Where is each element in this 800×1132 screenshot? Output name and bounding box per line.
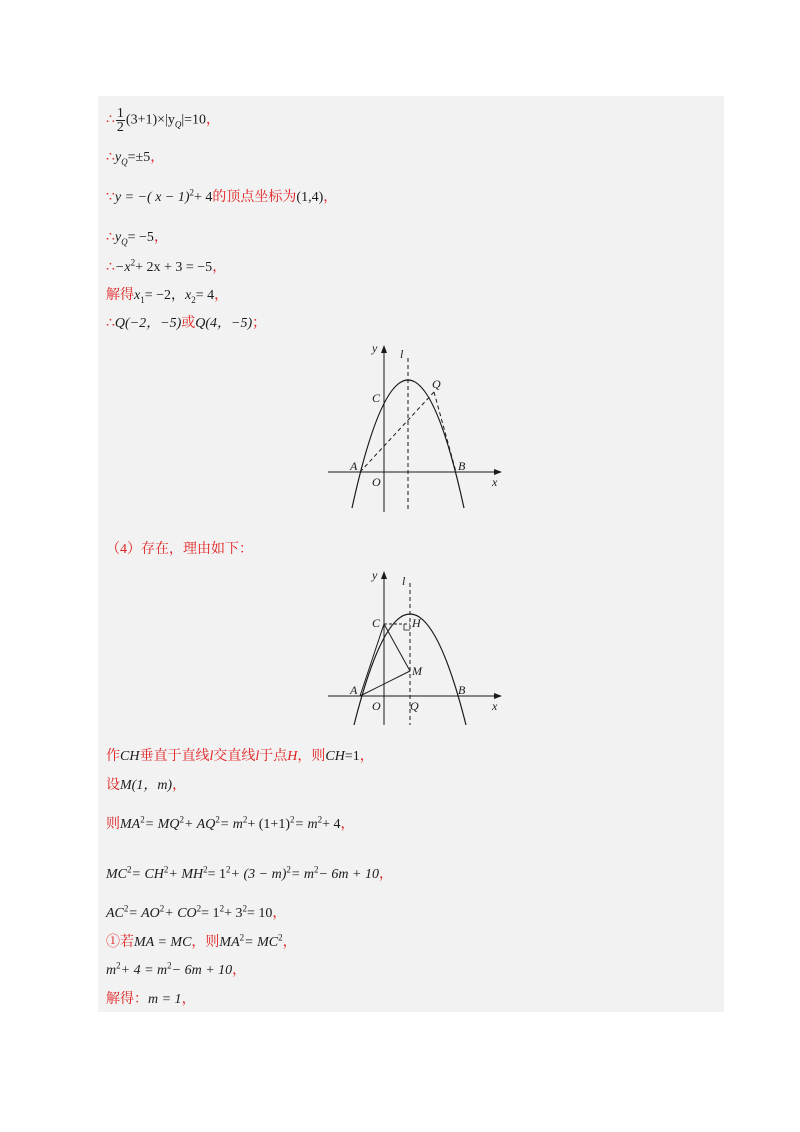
label-q: Q (410, 699, 419, 713)
label-q: Q (432, 377, 441, 391)
right-angle-mark (404, 624, 410, 630)
part-4-heading: （4）存在，理由如下： (106, 542, 253, 557)
segment-ac (360, 624, 384, 696)
label-b: B (458, 459, 466, 473)
equation-line-16: 解得：m = 1， (106, 992, 196, 1007)
label-o: O (372, 475, 381, 489)
label-c: C (372, 391, 381, 405)
y-axis-arrow (381, 345, 387, 353)
equation-line-12: $MC^2= CH^2+ MH^2= 1^2+ (3 - m)^2= m^2- 6m + 10$， (106, 864, 393, 882)
equation-line-6: 解得$x_1= -2$，$x_2= 4$， (106, 288, 229, 305)
equation-line-5: $\therefore-x^2+ 2x + 3 = -5$， (106, 257, 227, 275)
equation-line-9: 作CH垂直于直线l交直线l于点H，则CH=1， (106, 749, 374, 764)
label-x: x (492, 475, 498, 489)
label-a: A (350, 459, 358, 473)
fraction-half: $\frac{1}{2}$ (116, 106, 124, 135)
parabola-figure-2 (320, 565, 510, 735)
equation-line-4: $\therefore y_Q= -5$， (106, 230, 168, 247)
equation-line-14: ①若MA = MC，则$MA^2= MC^2$， (106, 932, 297, 950)
label-b: B (458, 683, 466, 697)
equation-line-7: ∴Q(−2，−5)或Q(4，−5)； (106, 316, 267, 331)
label-c: C (372, 616, 381, 630)
label-y: y (372, 568, 378, 582)
parabola-figure-1 (320, 340, 510, 520)
segment-qb-dashed (434, 392, 456, 472)
equation-line-10: 设M(1，m)， (106, 778, 187, 793)
label-x: x (492, 699, 498, 713)
segment-cm (384, 624, 410, 671)
equation-line-15: $m^2+ 4 = m^2- 6m + 10$， (106, 960, 247, 978)
equation-line-11: 则$MA^2= MQ^2+ AQ^2= m^2+ (1+1)^2= m^2+ 4$， (106, 814, 355, 832)
label-h: H (412, 616, 421, 630)
label-a: A (350, 683, 358, 697)
label-y: y (372, 341, 378, 355)
label-o: O (372, 699, 381, 713)
equation-line-2: $\therefore y_Q=\pm 5$， (106, 150, 165, 167)
equation-line-3: ∵y = −( x − 1)$^2$+ 4的顶点坐标为(1,4)， (106, 187, 338, 205)
equation-line-1: ∴ $\frac{1}{2}$ $(3+1)\times|y_Q|=10$， (106, 106, 221, 135)
label-l: l (400, 347, 404, 361)
label-l: l (402, 574, 406, 588)
equation-line-13: $AC^2= AO^2+ CO^2= 1^2+ 3^2= 10$， (106, 903, 287, 921)
label-m: M (412, 664, 422, 678)
y-axis-arrow (381, 571, 387, 579)
